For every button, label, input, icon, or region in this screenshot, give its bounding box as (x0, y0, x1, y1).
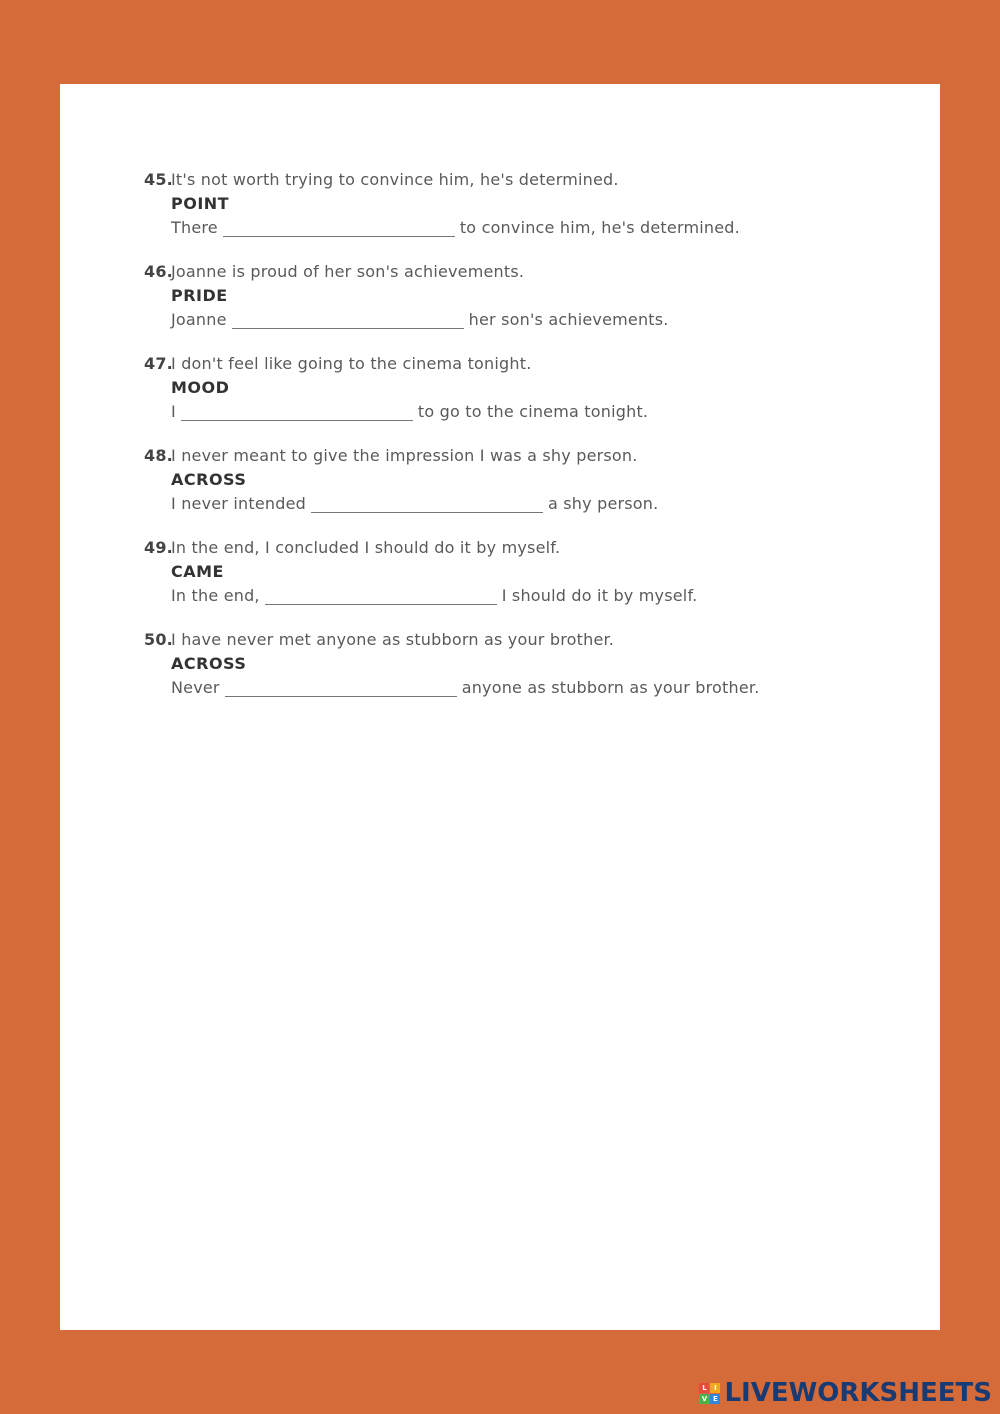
logo-letter: L (699, 1383, 709, 1393)
logo-letter: V (699, 1394, 709, 1404)
answer-prefix: I never intended (171, 494, 306, 513)
answer-line (171, 308, 904, 332)
question-number: 47. (144, 354, 173, 373)
keyword: POINT (171, 194, 230, 213)
answer-input-46[interactable] (232, 313, 464, 329)
answer-input-48[interactable] (311, 497, 543, 513)
question-number: 49. (144, 538, 173, 557)
answer-input-45[interactable] (223, 221, 455, 237)
answer-prefix: I (171, 402, 176, 421)
keyword: ACROSS (171, 470, 247, 489)
question-number: 48. (144, 446, 173, 465)
keyword: MOOD (171, 378, 230, 397)
brand-name: LIVEWORKSHEETS (724, 1378, 992, 1408)
answer-suffix: a shy person. (547, 494, 659, 513)
answer-suffix: anyone as stubborn as your brother. (461, 678, 760, 697)
answer-suffix: I should do it by myself. (501, 586, 698, 605)
answer-prefix: In the end, (171, 586, 260, 605)
keyword: PRIDE (171, 286, 228, 305)
question-sentence: I don't feel like going to the cinema tonight. (171, 354, 532, 373)
answer-prefix: There (171, 218, 218, 237)
answer-suffix: her son's achievements. (468, 310, 669, 329)
question-number: 45. (144, 170, 173, 189)
question-sentence: In the end, I concluded I should do it by myself. (171, 538, 561, 557)
keyword: CAME (171, 562, 224, 581)
question-48 (144, 444, 904, 516)
answer-line (171, 216, 904, 240)
question-49 (144, 536, 904, 608)
question-sentence: I never meant to give the impression I was a shy person. (171, 446, 638, 465)
answer-input-49[interactable] (265, 589, 497, 605)
answer-line (171, 400, 904, 424)
answer-suffix: to convince him, he's determined. (459, 218, 740, 237)
question-45 (144, 168, 904, 240)
logo-letter: I (710, 1383, 720, 1393)
answer-line (171, 584, 904, 608)
question-50 (144, 628, 904, 700)
answer-input-47[interactable] (181, 405, 413, 421)
answer-line (171, 676, 904, 700)
logo-letter: E (710, 1394, 720, 1404)
question-sentence: Joanne is proud of her son's achievements. (171, 262, 525, 281)
answer-input-50[interactable] (225, 681, 457, 697)
question-number: 50. (144, 630, 173, 649)
worksheet-page (60, 84, 940, 1330)
question-number: 46. (144, 262, 173, 281)
question-46 (144, 260, 904, 332)
question-sentence: I have never met anyone as stubborn as your brother. (171, 630, 615, 649)
question-47 (144, 352, 904, 424)
liveworksheets-logo-icon (699, 1383, 720, 1404)
answer-suffix: to go to the cinema tonight. (417, 402, 649, 421)
keyword: ACROSS (171, 654, 247, 673)
answer-prefix: Joanne (171, 310, 227, 329)
question-sentence: It's not worth trying to convince him, he's determined. (171, 170, 619, 189)
answer-prefix: Never (171, 678, 220, 697)
liveworksheets-brand[interactable] (699, 1378, 992, 1408)
answer-line (171, 492, 904, 516)
